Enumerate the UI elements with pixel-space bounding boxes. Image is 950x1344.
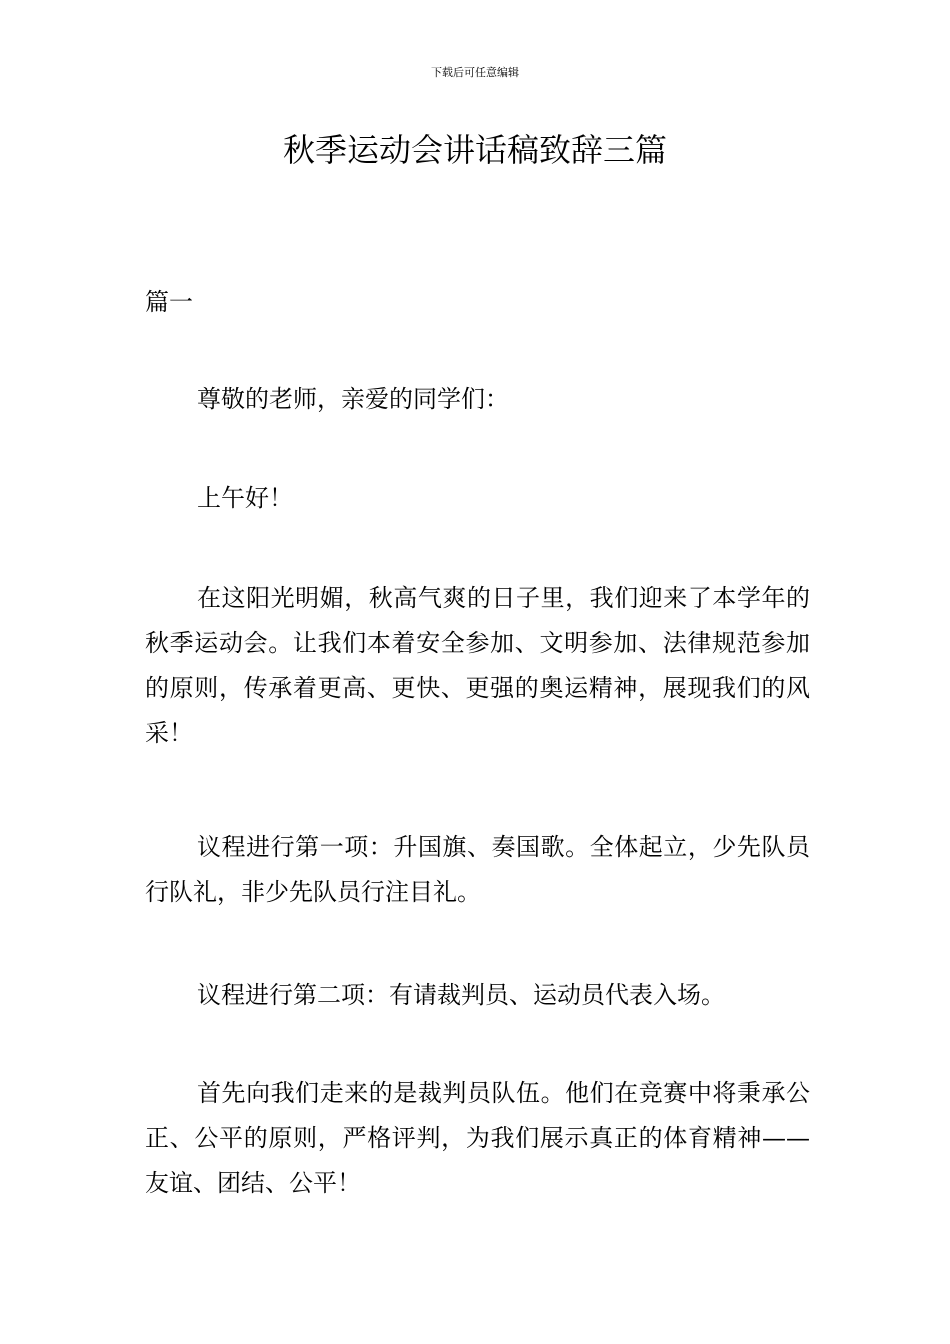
header-note: 下载后可任意编辑 <box>431 66 519 79</box>
paragraph-agenda-item-1: 议程进行第一项：升国旗、奏国歌。全体起立，少先队员行队礼，非少先队员行注目礼。 <box>145 833 810 906</box>
paragraph-greeting: 上午好！ <box>197 484 293 512</box>
paragraph-agenda-item-2: 议程进行第二项：有请裁判员、运动员代表入场。 <box>197 981 725 1009</box>
document-title: 秋季运动会讲话稿致辞三篇 <box>282 131 667 169</box>
paragraph-referee-team: 首先向我们走来的是裁判员队伍。他们在竞赛中将秉承公正、公平的原则，严格评判，为我们展示真正的体育精神——友谊、团结、公平！ <box>145 1079 810 1197</box>
paragraph-opening: 在这阳光明媚，秋高气爽的日子里，我们迎来了本学年的秋季运动会。让我们本着安全参加、文明参加、法律规范参加的原则，传承着更高、更快、更强的奥运精神，展现我们的风采！ <box>145 584 810 747</box>
paragraph-greeting-address: 尊敬的老师，亲爱的同学们： <box>197 385 509 413</box>
section-label: 篇一 <box>145 288 193 316</box>
